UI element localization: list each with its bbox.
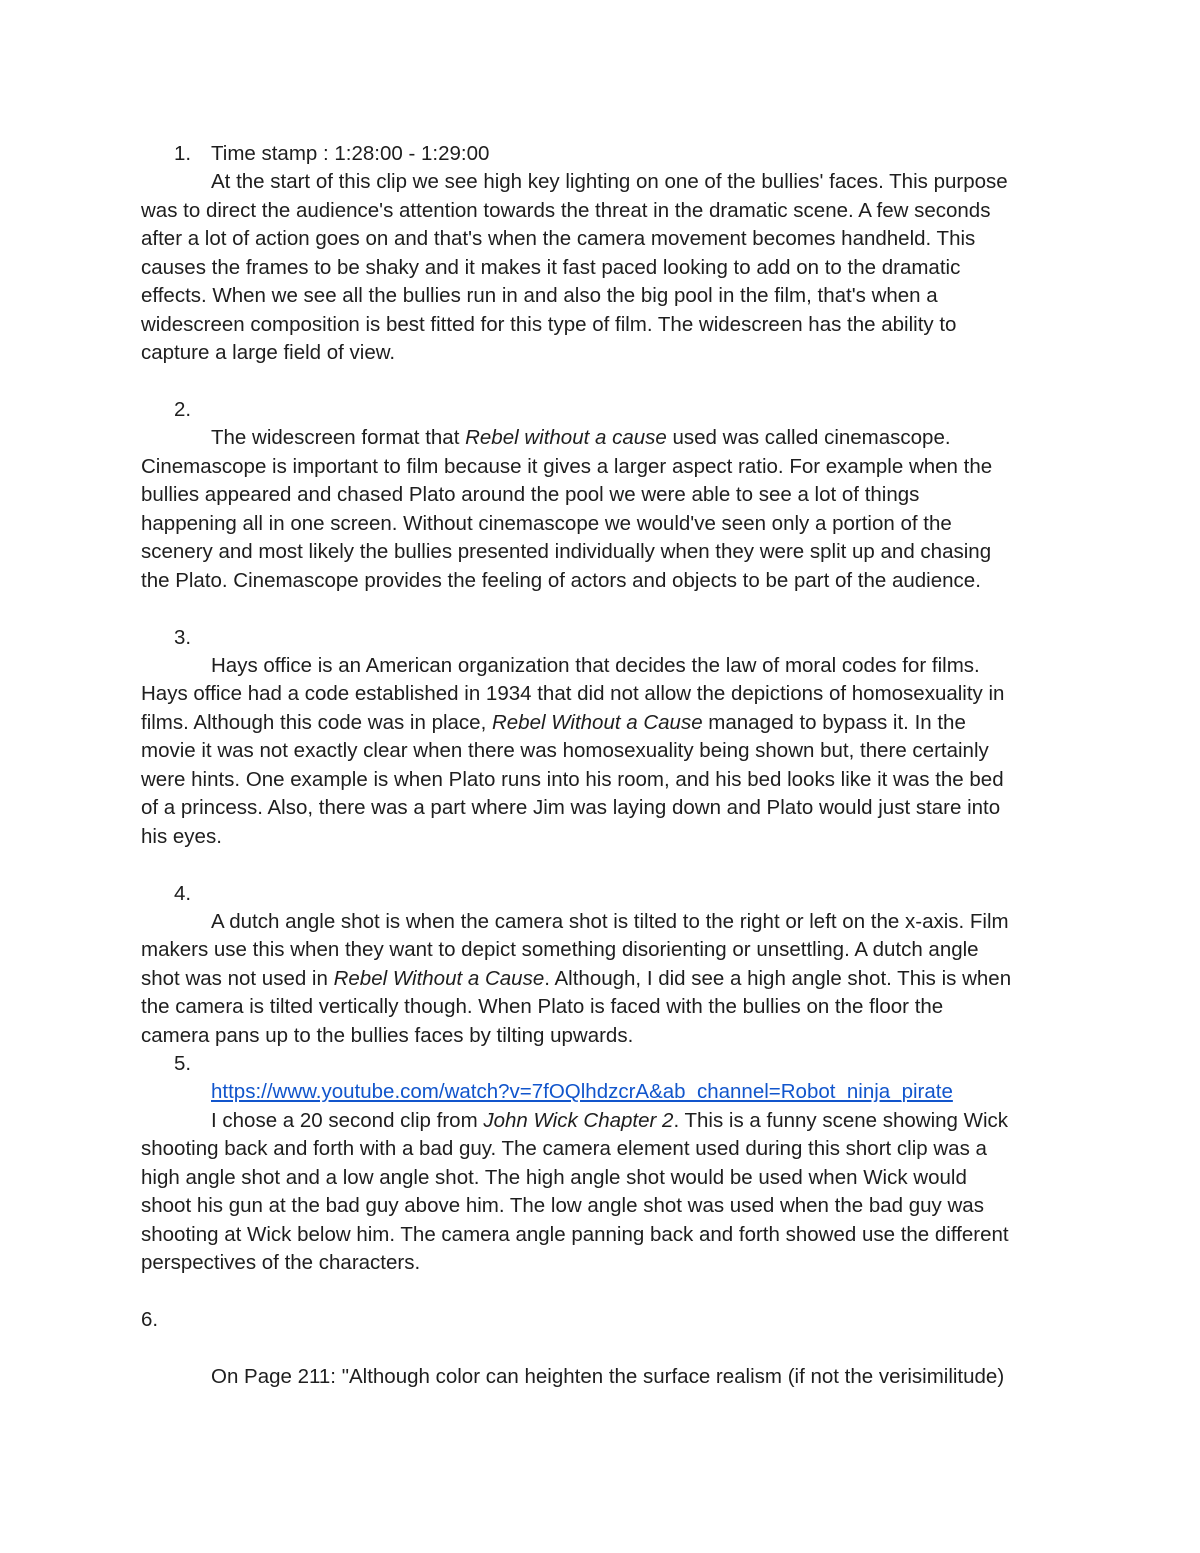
item-number: 5. (174, 1052, 192, 1075)
item-number: 4. (174, 882, 192, 905)
paragraph-line: shot was not used in Rebel Without a Cause. Although, I did see a high angle shot. This is when (141, 967, 1012, 990)
paragraph-line: Hays office had a code established in 1934 that did not allow the depictions of homosexuality in (141, 682, 1005, 705)
paragraph-line: of a princess. Also, there was a part where Jim was laying down and Plato would just stare into (141, 796, 1001, 819)
item-number: 2. (174, 398, 192, 421)
film-title: Rebel Without a Cause (491, 711, 703, 734)
paragraph-line: The widescreen format that Rebel without a cause used was called cinemascope. (211, 426, 951, 449)
paragraph-line: perspectives of the characters. (141, 1251, 421, 1274)
film-title: Rebel without a cause (465, 426, 667, 449)
paragraph-line: shoot his gun at the bad guy above him. The low angle shot was used when the bad guy was (141, 1194, 984, 1217)
paragraph-line: widescreen composition is best fitted for this type of film. The widescreen has the ability to (141, 313, 957, 336)
film-title: John Wick Chapter 2 (483, 1109, 674, 1132)
paragraph-line: Hays office is an American organization that decides the law of moral codes for films. (211, 654, 980, 677)
link-line (211, 1078, 953, 1106)
paragraph-line: makers use this when they want to depict something disorienting or unsettling. A dutch angle (141, 938, 979, 961)
item-number: 6. (141, 1308, 159, 1331)
paragraph-line: At the start of this clip we see high key lighting on one of the bullies' faces. This purpose (211, 170, 1008, 193)
paragraph-line: the camera is tilted vertically though. When Plato is faced with the bullies on the floor the (141, 995, 944, 1018)
paragraph-line: Cinemascope is important to film because it gives a larger aspect ratio. For example when the (141, 455, 993, 478)
item-number: 3. (174, 626, 192, 649)
item-number: 1. (174, 142, 192, 165)
paragraph-line: shooting back and forth with a bad guy. The camera element used during this short clip was a (141, 1137, 987, 1160)
youtube-link[interactable]: https://www.youtube.com/watch?v=7fOQlhdzcrA&ab_channel=Robot_ninja_pirate (211, 1080, 953, 1103)
paragraph-line: camera pans up to the bullies faces by tilting upwards. (141, 1024, 634, 1047)
paragraph-line: was to direct the audience's attention towards the threat in the dramatic scene. A few seconds (141, 199, 991, 222)
paragraph-line: movie it was not exactly clear when there was homosexuality being shown but, there certainly (141, 739, 989, 762)
film-title: Rebel Without a Cause (333, 967, 545, 990)
paragraph-line: happening all in one screen. Without cinemascope we would've seen only a portion of the (141, 512, 952, 535)
paragraph-line: A dutch angle shot is when the camera shot is tilted to the right or left on the x-axis. Film (211, 910, 1009, 933)
paragraph-line: the Plato. Cinemascope provides the feeling of actors and objects to be part of the audience. (141, 569, 981, 592)
paragraph-line: after a lot of action goes on and that's when the camera movement becomes handheld. This (141, 227, 976, 250)
paragraph-line: causes the frames to be shaky and it makes it fast paced looking to add on to the dramatic (141, 256, 961, 279)
timestamp-heading: Time stamp : 1:28:00 - 1:29:00 (211, 142, 490, 165)
paragraph-line: high angle shot and a low angle shot. The high angle shot would be used when Wick would (141, 1166, 967, 1189)
paragraph-line: were hints. One example is when Plato runs into his room, and his bed looks like it was the bed (141, 768, 1004, 791)
paragraph-line: scenery and most likely the bullies presented individually when they were split up and chasing (141, 540, 992, 563)
paragraph-line: I chose a 20 second clip from John Wick Chapter 2. This is a funny scene showing Wick (211, 1109, 1009, 1132)
paragraph-line: bullies appeared and chased Plato around the pool we were able to see a lot of things (141, 483, 920, 506)
paragraph-line: capture a large field of view. (141, 341, 396, 364)
paragraph-line: films. Although this code was in place, Rebel Without a Cause managed to bypass it. In the (141, 711, 966, 734)
paragraph-line: his eyes. (141, 825, 222, 848)
paragraph-line: effects. When we see all the bullies run in and also the big pool in the film, that's when a (141, 284, 938, 307)
paragraph-line: shooting at Wick below him. The camera angle panning back and forth showed use the different (141, 1223, 1009, 1246)
quote-line: On Page 211: "Although color can heighten the surface realism (if not the verisimilitude) (211, 1365, 1005, 1388)
